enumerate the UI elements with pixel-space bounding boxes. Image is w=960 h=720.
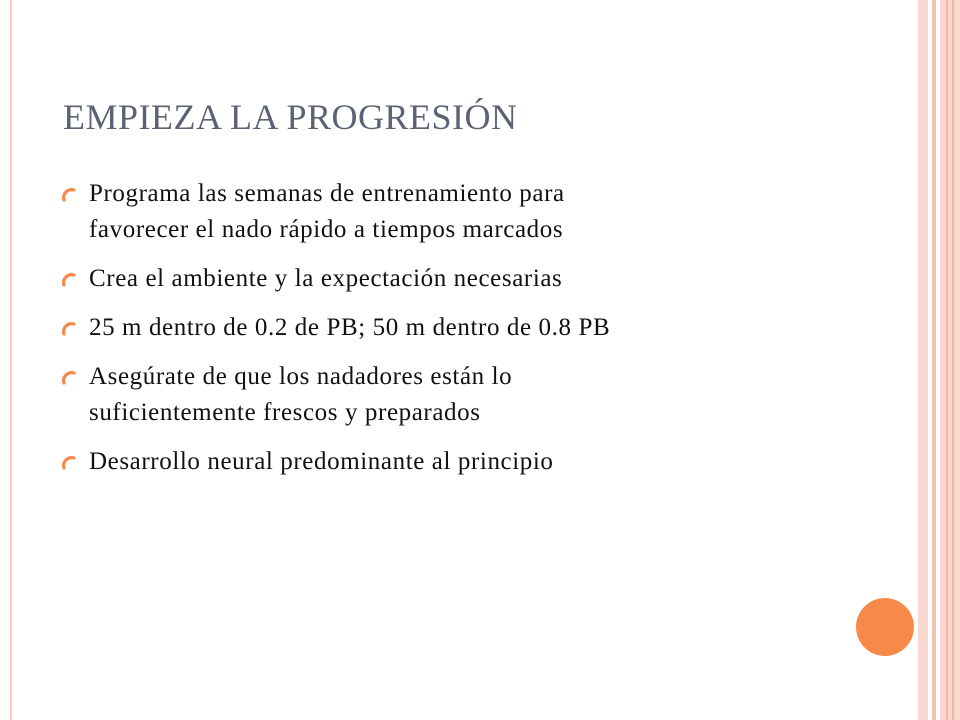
arc-bullet-icon: [62, 454, 76, 470]
orange-circle-decoration: [856, 598, 914, 656]
bullet-item: [62, 359, 902, 431]
right-stripe: [946, 0, 948, 720]
arc-bullet-icon: [62, 369, 76, 385]
right-stripe: [940, 0, 960, 720]
bullet-text-line1: Programa las semanas de entrenamiento para: [89, 180, 565, 207]
bullet-item: [62, 261, 902, 297]
arc-bullet-icon: [62, 320, 76, 336]
bullet-text-line1: Crea el ambiente y la expectación necesarias: [89, 265, 563, 292]
right-stripe: [952, 0, 954, 720]
arc-bullet-icon: [62, 271, 76, 287]
bullet-text-line1: 25 m dentro de 0.2 de PB; 50 m dentro de 0.8 PB: [89, 314, 611, 341]
bullet-item: [62, 176, 902, 248]
bullet-text-line1: Asegúrate de que los nadadores están lo: [89, 363, 513, 390]
right-stripe: [918, 0, 928, 720]
bullet-item: [62, 444, 902, 480]
bullet-list: [62, 176, 902, 493]
bullet-item: [62, 310, 902, 346]
bullet-text-line2: favorecer el nado rápido a tiempos marcados: [89, 216, 564, 243]
bullet-text-line2: suficientemente frescos y preparados: [89, 399, 481, 426]
arc-bullet-icon: [62, 186, 76, 202]
slide-title: EMPIEZA LA PROGRESIÓN: [63, 97, 518, 137]
left-border-line: [10, 0, 12, 720]
bullet-text-line1: Desarrollo neural predominante al principio: [89, 448, 554, 475]
